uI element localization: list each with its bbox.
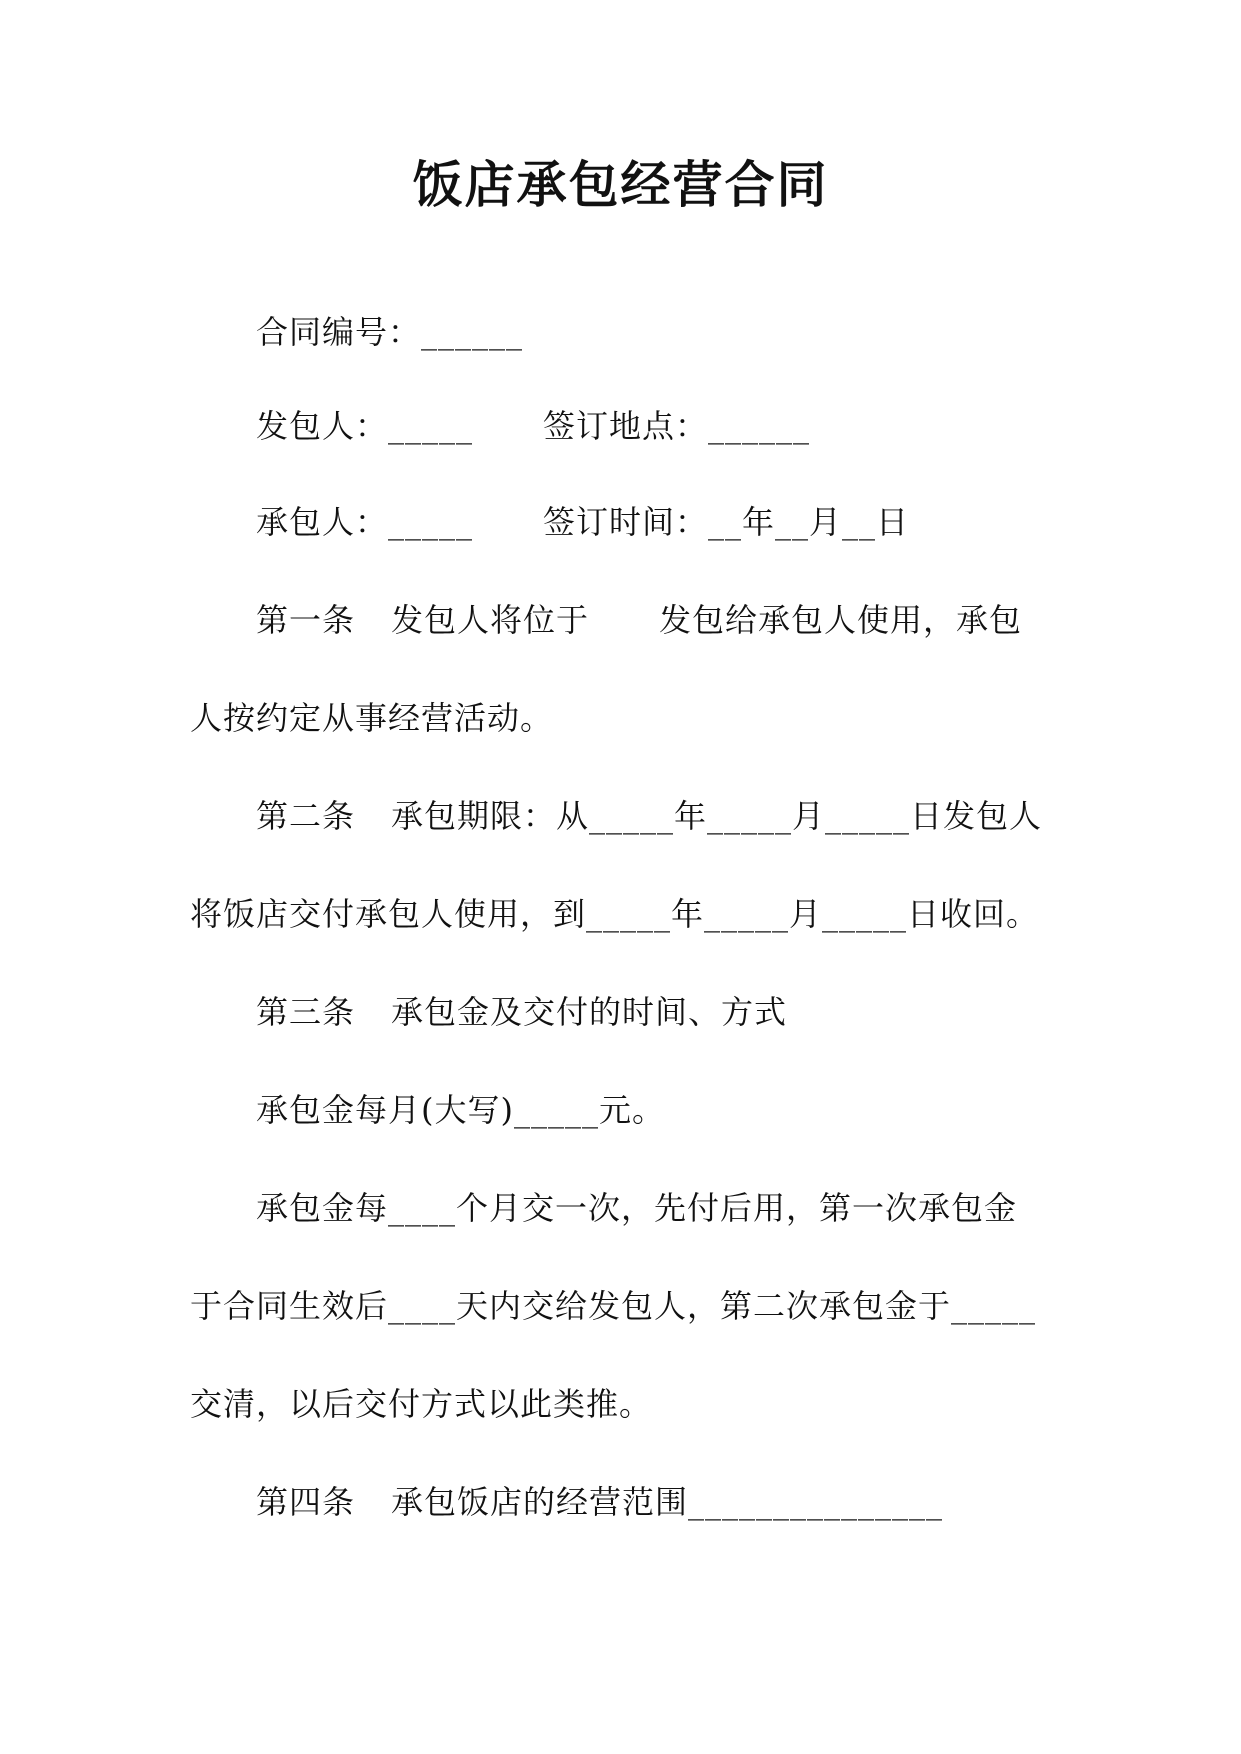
article-3-line [256,990,787,1034]
document-title: 饭店承包经营合同 [412,156,829,214]
employer-line [256,404,810,448]
article-1-line [256,598,1022,642]
article-4-text: 承包饭店的经营范围_______________ [391,1483,944,1521]
sign-time-field: 签订时间：__年__月__日 [543,503,910,541]
sign-place-field: 签订地点：______ [543,407,811,445]
article-1-text-b: 发包给承包人使用，承包 [659,601,1023,639]
article-1-text-a: 发包人将位于 [391,601,590,639]
contractor-line [256,500,909,544]
article-3-para-2-cont-2: 交清，以后交付方式以此类推。 [190,1385,653,1423]
article-3-para-2: 承包金每____个月交一次，先付后用，第一次承包金 [256,1189,1018,1227]
article-2-heading: 第二条 [256,797,356,835]
article-2-text: 承包期限：从_____年_____月_____日发包人 [391,797,1043,835]
article-4-line [256,1480,943,1524]
article-3-heading: 第三条 [256,993,356,1031]
article-2-line [256,794,1042,838]
article-3-text: 承包金及交付的时间、方式 [391,993,788,1031]
article-3-para-1: 承包金每月(大写)_____元。 [256,1091,665,1129]
article-3-para-2-cont-1: 于合同生效后____天内交给发包人，第二次承包金于_____ [190,1287,1037,1325]
contractor-field: 承包人：_____ [256,503,474,541]
employer-field: 发包人：_____ [256,407,474,445]
contract-number-line: 合同编号：______ [256,313,524,351]
article-1-heading: 第一条 [256,601,356,639]
article-2-continuation: 将饭店交付承包人使用，到_____年_____月_____日收回。 [190,895,1040,933]
article-4-heading: 第四条 [256,1483,356,1521]
article-1-continuation: 人按约定从事经营活动。 [190,699,554,737]
